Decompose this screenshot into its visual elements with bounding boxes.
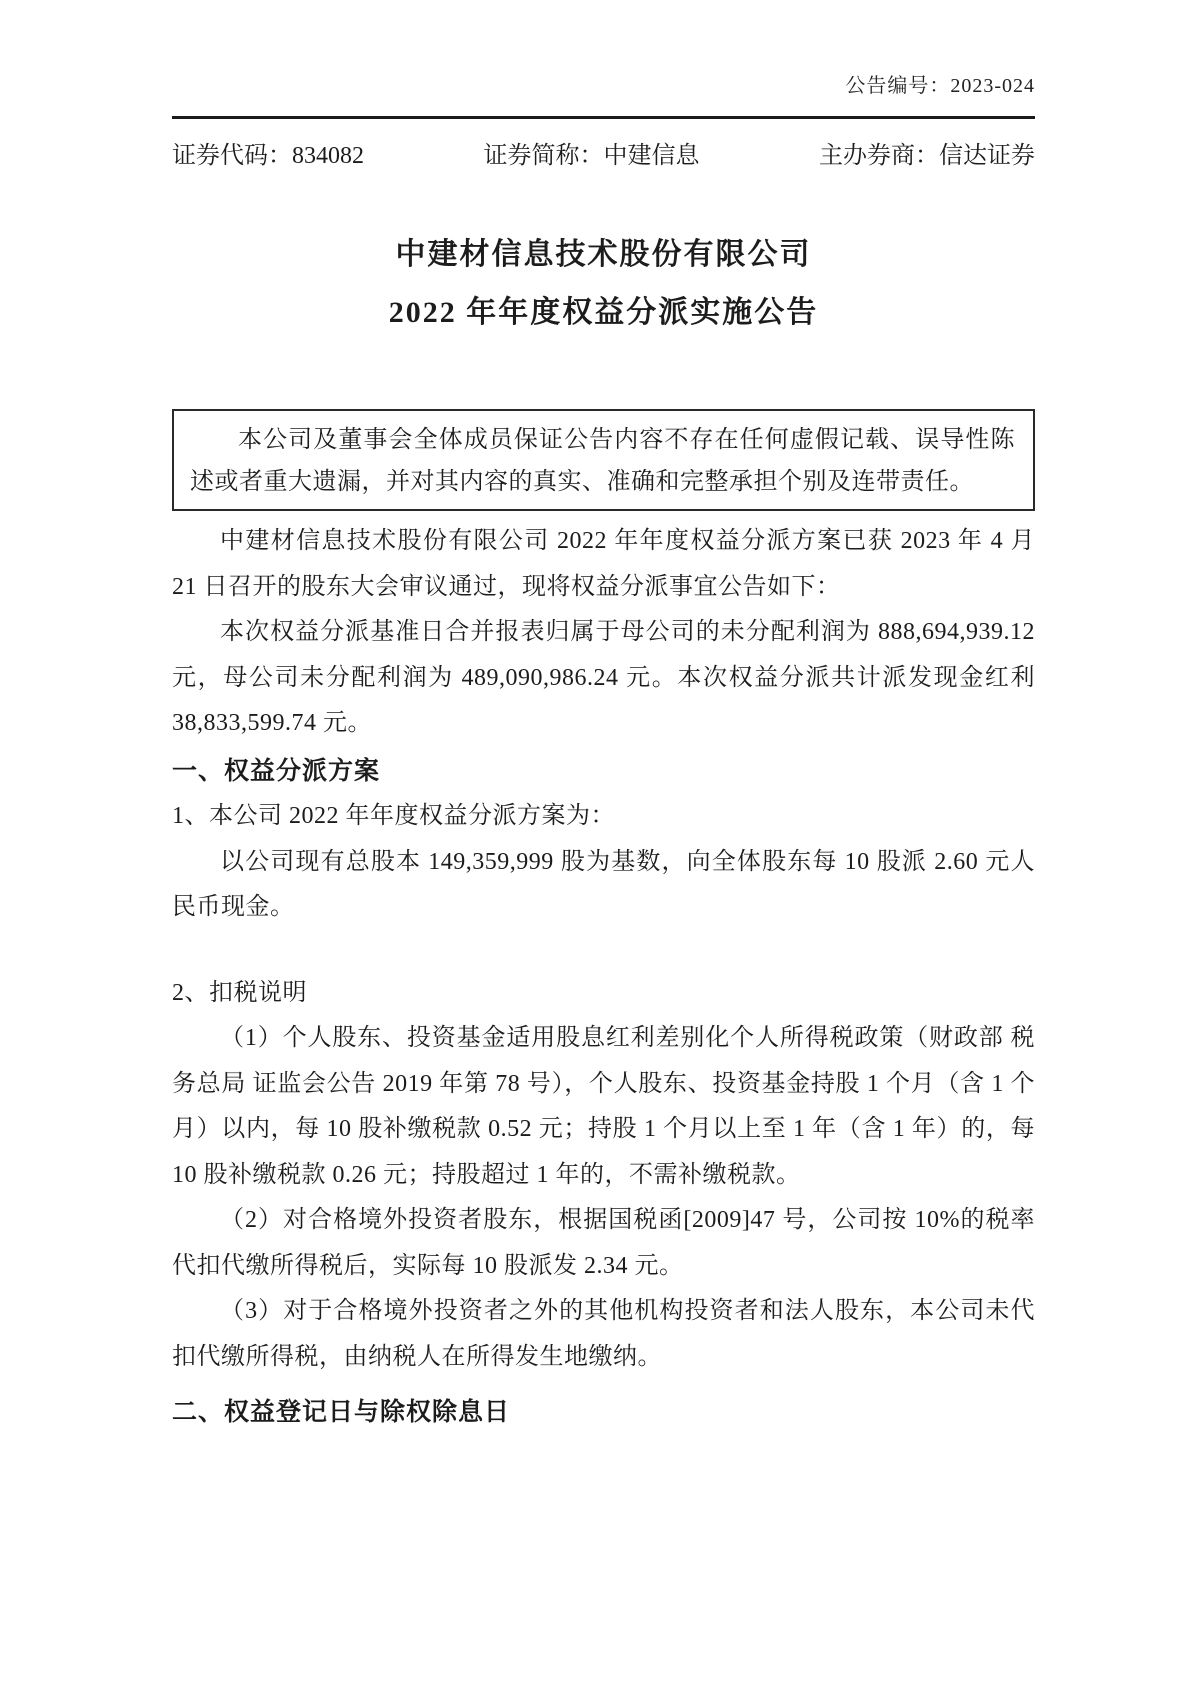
disclaimer-box <box>172 409 1035 511</box>
announcement-number: 公告编号：2023-024 <box>845 75 1035 97</box>
header-divider <box>172 116 1035 119</box>
tax-paragraph-2: （2）对合格境外投资者股东，根据国税函[2009]47 号，公司按 10%的税率代扣代缴所得税后，实际每 10 股派发 2.34 元。 <box>172 1207 1035 1279</box>
stock-code: 证券代码：834082 <box>172 143 364 169</box>
sponsor-broker: 主办券商：信达证券 <box>819 143 1035 169</box>
plan-paragraph: 以公司现有总股本 149,359,999 股为基数，向全体股东每 10 股派 2.60 元人民币现金。 <box>172 848 1035 920</box>
tax-item-label: 2、扣税说明 <box>172 979 307 1006</box>
securities-header <box>172 141 1035 171</box>
tax-paragraph-1: （1）个人股东、投资基金适用股息红利差别化个人所得税政策（财政部 税务总局 证监会公告 2019 年第 78 号），个人股东、投资基金持股 1 个月（含 1 个月）以内，每 10 股补缴税款 0.52 元；持股 1 个月以上至 1 年（含 1 年）的，每 10 股补缴税款 0.26 元；持股超过 1 年的，不需补缴税款。 <box>172 1025 1035 1188</box>
section2-heading: 二、权益登记日与除权除息日 <box>172 1398 511 1426</box>
company-title: 中建材信息技术股份有限公司 <box>395 238 812 271</box>
announcement-title: 2022 年年度权益分派实施公告 <box>388 296 819 329</box>
tax-paragraph-3: （3）对于合格境外投资者之外的其他机构投资者和法人股东，本公司未代扣代缴所得税，由纳税人在所得发生地缴纳。 <box>172 1298 1035 1370</box>
disclaimer-text: 本公司及董事会全体成员保证公告内容不存在任何虚假记载、误导性陈述或者重大遗漏，并对其内容的真实、准确和完整承担个别及连带责任。 <box>190 427 1015 495</box>
plan-item-label: 1、本公司 2022 年年度权益分派方案为： <box>172 803 615 829</box>
section1-heading: 一、权益分派方案 <box>172 756 381 785</box>
stock-short-name: 证券简称：中建信息 <box>483 143 700 169</box>
profit-paragraph: 本次权益分派基准日合并报表归属于母公司的未分配利润为 888,694,939.12 元，母公司未分配利润为 489,090,986.24 元。本次权益分派共计派发现金红利 38,833,599.74 元。 <box>172 619 1035 736</box>
intro-paragraph: 中建材信息技术股份有限公司 2022 年年度权益分派方案已获 2023 年 4 月 21 日召开的股东大会审议通过，现将权益分派事宜公告如下： <box>172 528 1035 600</box>
